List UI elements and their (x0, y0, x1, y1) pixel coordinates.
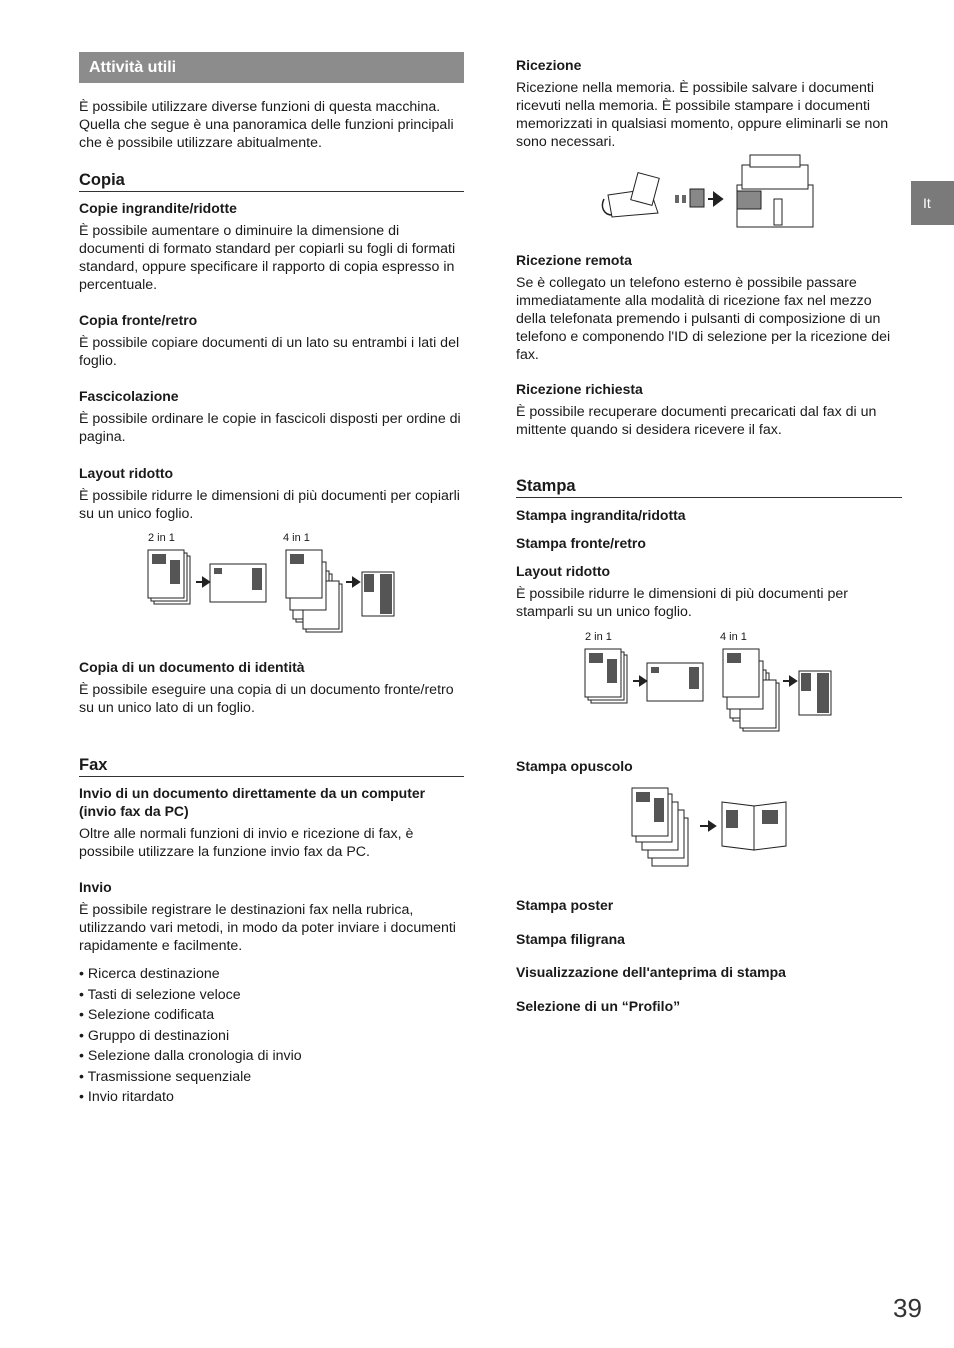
ricezione-richiesta-text: È possibile recuperare documenti precaricati dal fax di un mittente quando si desidera ricevere il fax. (516, 404, 877, 438)
booklet-illustration (630, 786, 790, 871)
stampa-poster-title: Stampa poster (516, 897, 614, 913)
list-item: • Selezione codificata (79, 1006, 464, 1027)
invio-pc-title: Invio di un documento direttamente da un computer (invio fax da PC) (79, 785, 426, 819)
stampa-layout-title: Layout ridotto (516, 563, 611, 579)
list-item: • Selezione dalla cronologia di invio (79, 1047, 464, 1068)
fascicolazione-title: Fascicolazione (79, 388, 179, 404)
ricezione-remota-text: Se è collegato un telefono esterno è possibile passare immediatamente alla modalità di ricezione fax nel mezzo della telefonata premendo i pulsanti di composizione di un telefono e componendo l'ID di selezione per la ricezione dei fax. (516, 275, 891, 363)
anteprima-stampa-title: Visualizzazione dell'anteprima di stampa (516, 964, 786, 980)
fascicolazione-text: È possibile ordinare le copie in fascicoli disposti per ordine di pagina. (79, 411, 461, 445)
fax-heading: Fax (79, 755, 464, 777)
copia-identita-text: È possibile eseguire una copia di un documento fronte/retro su un unico lato di un foglio. (79, 682, 454, 716)
copy-layout-illustration (148, 550, 398, 635)
copia-fronte-retro-title: Copia fronte/retro (79, 312, 198, 328)
ricezione-richiesta-title: Ricezione richiesta (516, 381, 643, 397)
print-layout-illustration (585, 649, 835, 734)
copy-2in1-label: 2 in 1 (148, 532, 175, 544)
invio-bullet-list (79, 965, 464, 1109)
stampa-opuscolo-title: Stampa opuscolo (516, 758, 633, 774)
copia-heading: Copia (79, 170, 464, 192)
copia-fronte-retro-text: È possibile copiare documenti di un lato su entrambi i lati del foglio. (79, 335, 460, 369)
list-item: • Trasmissione sequenziale (79, 1068, 464, 1089)
page-number: 39 (893, 1293, 922, 1323)
stampa-ingrandita-title: Stampa ingrandita/ridotta (516, 507, 686, 523)
intro-text: È possibile utilizzare diverse funzioni di questa macchina. Quella che segue è una panoramica delle funzioni principali che è possibile utilizzare abitualmente. (79, 99, 454, 151)
stampa-layout-text: È possibile ridurre le dimensioni di più documenti per stamparli su un unico foglio. (516, 586, 848, 620)
list-item: • Ricerca destinazione (79, 965, 464, 986)
ricezione-title: Ricezione (516, 57, 582, 73)
language-tab[interactable]: It (911, 181, 954, 225)
layout-ridotto-text: È possibile ridurre le dimensioni di più documenti per copiarli su un unico foglio. (79, 488, 460, 522)
ricezione-remota-title: Ricezione remota (516, 252, 632, 268)
invio-pc-text: Oltre alle normali funzioni di invio e ricezione di fax, è possibile utilizzare la funzione invio fax da PC. (79, 826, 414, 860)
ricezione-text: Ricezione nella memoria. È possibile salvare i documenti ricevuti nella memoria. È possibile stampare i documenti memorizzati in qualsiasi momento, oppure eliminarli se non sono necessari. (516, 80, 889, 150)
copy-4in1-label: 4 in 1 (283, 532, 310, 544)
stampa-fronte-retro-title: Stampa fronte/retro (516, 535, 646, 551)
stampa-heading: Stampa (516, 476, 902, 498)
list-item: • Tasti di selezione veloce (79, 986, 464, 1007)
list-item: • Invio ritardato (79, 1088, 464, 1109)
print-2in1-label: 2 in 1 (585, 631, 612, 643)
selezione-profilo-title: Selezione di un “Profilo” (516, 998, 681, 1014)
stampa-filigrana-title: Stampa filigrana (516, 931, 625, 947)
fax-reception-illustration (600, 155, 820, 230)
invio-text: È possibile registrare le destinazioni fax nella rubrica, utilizzando vari metodi, in modo da poter inviare i documenti rapidamente e facilmente. (79, 902, 456, 954)
copie-ingrandite-text: È possibile aumentare o diminuire la dimensione di documenti di formato standard per copiarli su fogli di formati standard, oppure specificare il rapporto di copia espresso in percentuale. (79, 223, 456, 293)
print-4in1-label: 4 in 1 (720, 631, 747, 643)
list-item: • Gruppo di destinazioni (79, 1027, 464, 1048)
layout-ridotto-title: Layout ridotto (79, 465, 174, 481)
copie-ingrandite-title: Copie ingrandite/ridotte (79, 200, 237, 216)
copia-identita-title: Copia di un documento di identità (79, 659, 305, 675)
section-banner: Attività utili (79, 52, 464, 83)
invio-title: Invio (79, 879, 112, 895)
